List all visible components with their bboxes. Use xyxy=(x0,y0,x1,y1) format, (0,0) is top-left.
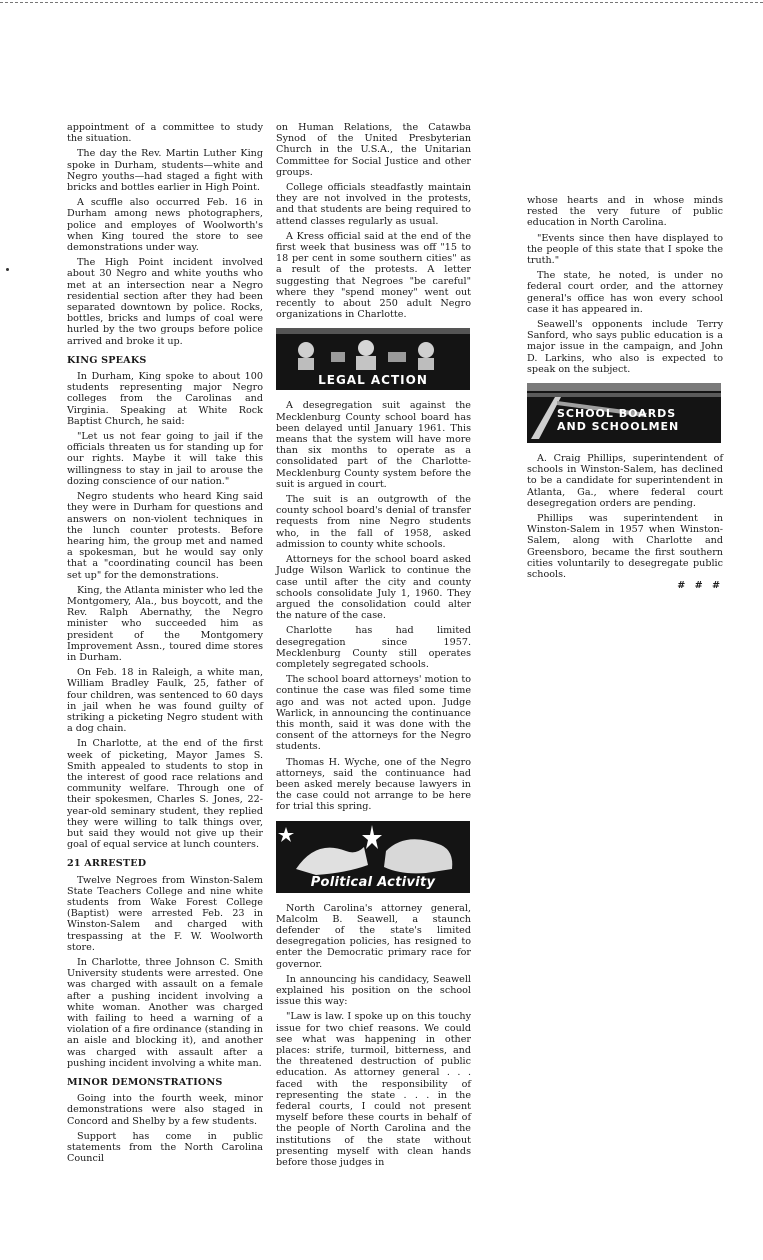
section-heading-king-speaks: KING SPEAKS xyxy=(67,354,147,366)
page-top-border xyxy=(0,2,763,3)
paragraph: The High Point incident involved about 30 Negro and white youths who met at an intersection near a Negro residential section after they had been separated downtown by police. Rocks, bottles, bricks and lumps of coal were hurled by the two groups before police arrived and broke it up. xyxy=(67,257,263,347)
legal-action-banner xyxy=(276,328,470,390)
paragraph: Going into the fourth week, minor demonstrations were also staged in Concord and Shelby by a few students. xyxy=(67,1093,263,1127)
paragraph: In Charlotte, three Johnson C. Smith University students were arrested. One was charged with assault on a female after a pushing incident involving a white woman. Another was charged with failing to heed a warning of a violation of a fire ordinance (standing in an aisle and blocking it), and another was charged with assault after a pushing incident involving a white man. xyxy=(67,957,263,1069)
column-2 xyxy=(276,122,471,1172)
paragraph: Thomas H. Wyche, one of the Negro attorneys, said the continuance had been asked merely because lawyers in the case could not arrange to be here for trial this spring. xyxy=(276,756,471,813)
paragraph: The day the Rev. Martin Luther King spoke in Durham, students—white and Negro youths—had staged a fight with bricks and bottles earlier in High Point. xyxy=(67,148,263,194)
column-3 xyxy=(527,195,723,591)
banner-label: Political Activity xyxy=(310,875,436,891)
paragraph: In Durham, King spoke to about 100 students representing major Negro colleges from the Carolinas and Virginia. Speaking at White Rock Baptist Church, he said: xyxy=(67,371,263,427)
banner-label-line: AND SCHOOLMEN xyxy=(557,420,680,434)
paragraph: Phillips was superintendent in Winston-Salem in 1957 when Winston-Salem, along with Charlotte and Greensboro, became the first southern cities voluntarily to desegregate public schools. xyxy=(527,513,723,581)
paragraph: The suit is an outgrowth of the county school board's denial of transfer requests from nine Negro students who, in the fall of 1958, asked admission to county white schools. xyxy=(276,494,471,550)
paragraph: The school board attorneys' motion to continue the case was filed some time ago and was not acted upon. Judge Warlick, in announcing the continuance this month, said it was done with the consent of the attorneys for the Negro students. xyxy=(276,674,471,753)
paragraph: A desegregation suit against the Mecklenburg County school board has been delayed until January 1961. This means that the system will have more than six months to operate as a consolidated part of the Charlotte-Mecklenburg County system before the suit is argued in court. xyxy=(276,400,471,490)
paragraph: Seawell's opponents include Terry Sanford, who says public education is a major issue in the campaign, and John D. Larkins, who also is expected to speak on the subject. xyxy=(527,319,723,375)
paragraph: appointment of a committee to study the situation. xyxy=(67,122,263,145)
margin-dot xyxy=(6,268,9,271)
paragraph: Support has come in public statements from the North Carolina Council xyxy=(67,1130,263,1165)
paragraph: On Feb. 18 in Raleigh, a white man, William Bradley Faulk, 25, father of four children, was sentenced to 60 days in jail when he was found guilty of striking a picketing Negro student with a dog chain. xyxy=(67,667,263,735)
banner-label xyxy=(557,407,715,433)
paragraph: A Kress official said at the end of the first week that business was off "15 to 18 per cent in some southern cities" as a result of the protests. A letter suggesting that Negroes "be careful" where they "spend money" went out recently to about 250 adult Negro organizations in Charlotte. xyxy=(276,230,471,321)
paragraph: King, the Atlanta minister who led the Montgomery, Ala., bus boycott, and the Rev. Ralph Abernathy, the Negro minister who succeeded him as president of the Montgomery Improvement Assn., toured dime stores in Durham. xyxy=(67,584,263,663)
paragraph: North Carolina's attorney general, Malcolm B. Seawell, a staunch defender of the state's limited desegregation policies, has resigned to enter the Democratic primary race for governor. xyxy=(276,902,471,970)
end-mark: # # # xyxy=(677,580,723,592)
paragraph: "Let us not fear going to jail if the officials threaten us for standing up for our rights. Maybe it will take this willingness to stay in jail to arouse the dozing conscience of our nation." xyxy=(67,431,263,487)
paragraph: A scuffle also occurred Feb. 16 in Durham among news photographers, police and employes of Woolworth's when King toured the store to see demonstrations under way. xyxy=(67,197,263,254)
paragraph: whose hearts and in whose minds rested the very future of public education in North Carolina. xyxy=(527,195,723,229)
paragraph: College officials steadfastly maintain they are not involved in the protests, and that students are being required to attend classes regularly as usual. xyxy=(276,182,471,227)
paragraph: on Human Relations, the Catawba Synod of the United Presbyterian Church in the U.S.A., the Unitarian Committee for Social Justice and other groups. xyxy=(276,122,471,178)
paragraph: "Events since then have displayed to the people of this state that I spoke the truth." xyxy=(527,232,723,267)
school-boards-banner xyxy=(527,383,721,443)
paragraph: Twelve Negroes from Winston-Salem State Teachers College and nine white students from Wake Forest College (Baptist) were arrested Feb. 23 in Winston-Salem and charged with trespassing at the F. W. Woolworth store. xyxy=(67,874,263,953)
section-heading-21-arrested: 21 ARRESTED xyxy=(67,858,147,870)
column-1 xyxy=(67,122,263,1168)
paragraph: In announcing his candidacy, Seawell explained his position on the school issue this way: xyxy=(276,973,471,1008)
paragraph: Charlotte has had limited desegregation since 1957. Mecklenburg County still operates completely segregated schools. xyxy=(276,625,471,670)
banner-label: LEGAL ACTION xyxy=(318,373,428,388)
paragraph: Negro students who heard King said they were in Durham for questions and answers on non-violent techniques in the lunch counter protests. Before hearing him, the group met and named a spokesman, but he would say only that a "coordinating council has been set up" for the demonstrations. xyxy=(67,491,263,581)
paragraph: "Law is law. I spoke up on this touchy issue for two chief reasons. We could see what was happening in other places: strife, turmoil, bitterness, and the threatened destruction of public education. As attorney general . . . faced with the responsibility of representing the state . . . in the federal courts, I could not present myself before these courts in behalf of the people of North Carolina and the institutions of the state without presenting myself with clean hands before those judges in xyxy=(276,1011,471,1169)
banner-label-line: SCHOOL BOARDS xyxy=(557,407,677,421)
political-activity-banner xyxy=(276,821,470,893)
paragraph: Attorneys for the school board asked Judge Wilson Warlick to continue the case until after the city and county schools consolidate July 1, 1960. They argued the consolidation could alter the nature of the case. xyxy=(276,554,471,622)
paragraph: The state, he noted, is under no federal court order, and the attorney general's office has won every school case it has appeared in. xyxy=(527,270,723,315)
paragraph: A. Craig Phillips, superintendent of schools in Winston-Salem, has declined to be a candidate for superintendent in Atlanta, Ga., where federal court desegregation orders are pending. xyxy=(527,453,723,509)
paragraph: In Charlotte, at the end of the first week of picketing, Mayor James S. Smith appealed to students to stop in the interest of good race relations and community welfare. Through one of their spokesmen, Charles S. Jones, 22-year-old seminary student, they replied they were willing to talk things over, but said they would not give up their goal of equal service at lunch counters. xyxy=(67,738,263,851)
section-heading-minor-demonstrations: MINOR DEMONSTRATIONS xyxy=(67,1077,223,1089)
